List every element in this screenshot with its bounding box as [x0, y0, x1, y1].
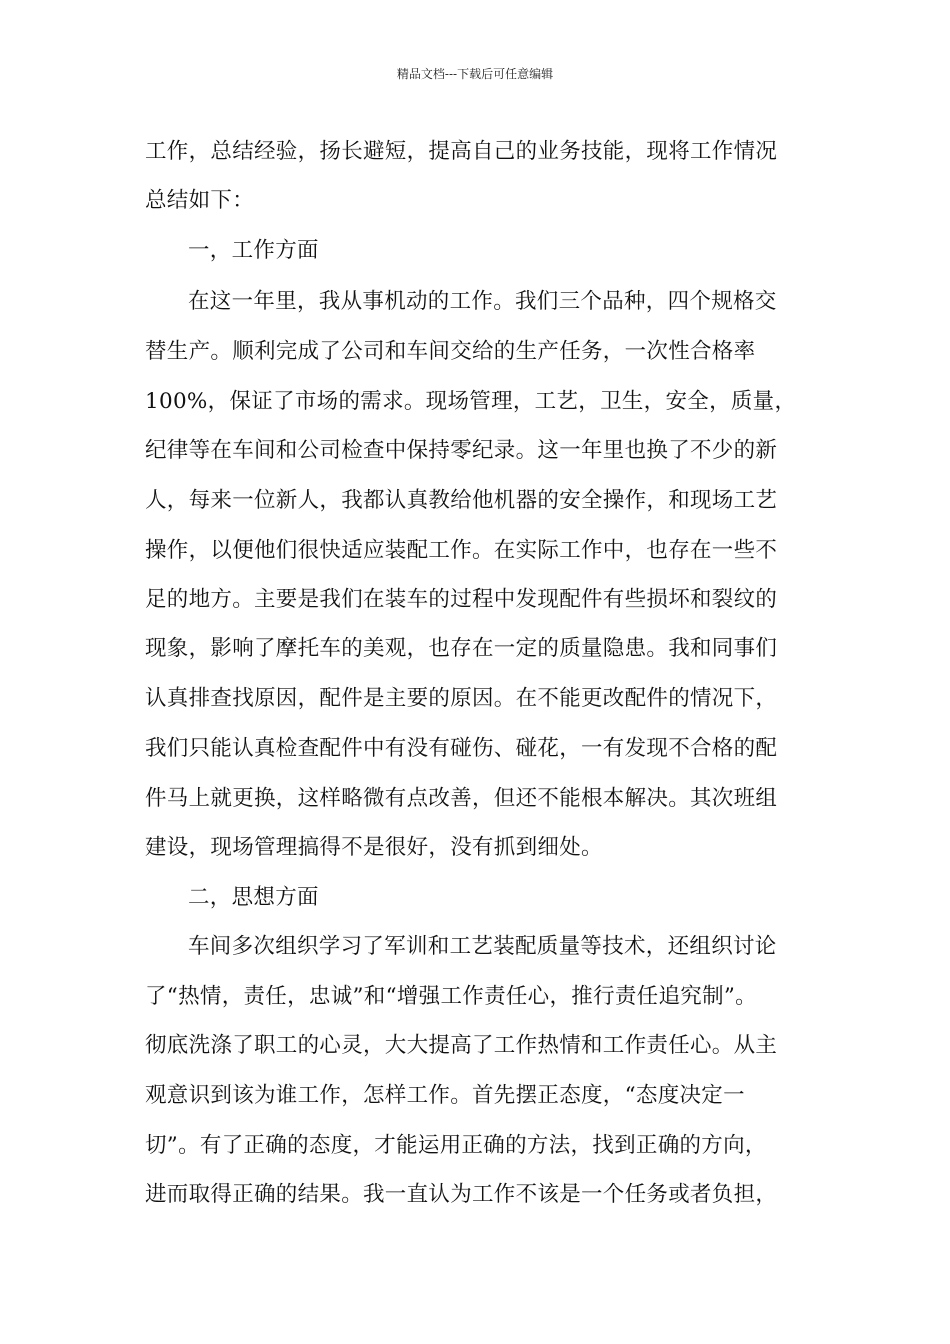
body-line: 我们只能认真检查配件中有没有碰伤、碰花，一有发现不合格的配 [145, 736, 778, 761]
body-line: 建设，现场管理搞得不是很好，没有抓到细处。 [145, 835, 603, 860]
body-line: 100%，保证了市场的需求。现场管理，工艺，卫生，安全，质量， [145, 389, 797, 414]
body-line: 操作，以便他们很快适应装配工作。在实际工作中，也存在一些不 [145, 538, 778, 563]
body-line: 总结如下： [145, 188, 255, 213]
body-line: 切”。有了正确的态度，才能运用正确的方法，找到正确的方向， [145, 1133, 767, 1158]
body-line: 人，每来一位新人，我都认真教给他机器的安全操作，和现场工艺 [145, 488, 778, 513]
body-line: 进而取得正确的结果。我一直认为工作不该是一个任务或者负担， [145, 1182, 778, 1207]
body-line: 现象，影响了摩托车的美观，也存在一定的质量隐患。我和同事们 [145, 636, 778, 661]
body-line: 认真排查找原因，配件是主要的原因。在不能更改配件的情况下， [145, 686, 778, 711]
section-heading-thought: 二，思想方面 [188, 885, 319, 910]
body-line: 足的地方。主要是我们在装车的过程中发现配件有些损坏和裂纹的 [145, 587, 778, 612]
body-line: 替生产。顺利完成了公司和车间交给的生产任务，一次性合格率 [145, 339, 756, 364]
body-line: 纪律等在车间和公司检查中保持零纪录。这一年里也换了不少的新 [145, 438, 778, 463]
body-line: 工作，总结经验，扬长避短，提高自己的业务技能，现将工作情况 [145, 139, 778, 164]
body-line: 车间多次组织学习了军训和工艺装配质量等技术，还组织讨论 [188, 934, 777, 959]
section-heading-work: 一，工作方面 [188, 238, 319, 263]
body-line: 观意识到该为谁工作，怎样工作。首先摆正态度，“态度决定一 [145, 1083, 745, 1108]
body-line: 了“热情，责任，忠诚”和“增强工作责任心，推行责任追究制”。 [145, 984, 757, 1009]
page-header: 精品文档---下载后可任意编辑 [396, 67, 554, 81]
body-line: 件马上就更换，这样略微有点改善，但还不能根本解决。其次班组 [145, 786, 778, 811]
body-line: 在这一年里，我从事机动的工作。我们三个品种，四个规格交 [188, 289, 777, 314]
body-line: 彻底洗涤了职工的心灵，大大提高了工作热情和工作责任心。从主 [145, 1033, 778, 1058]
